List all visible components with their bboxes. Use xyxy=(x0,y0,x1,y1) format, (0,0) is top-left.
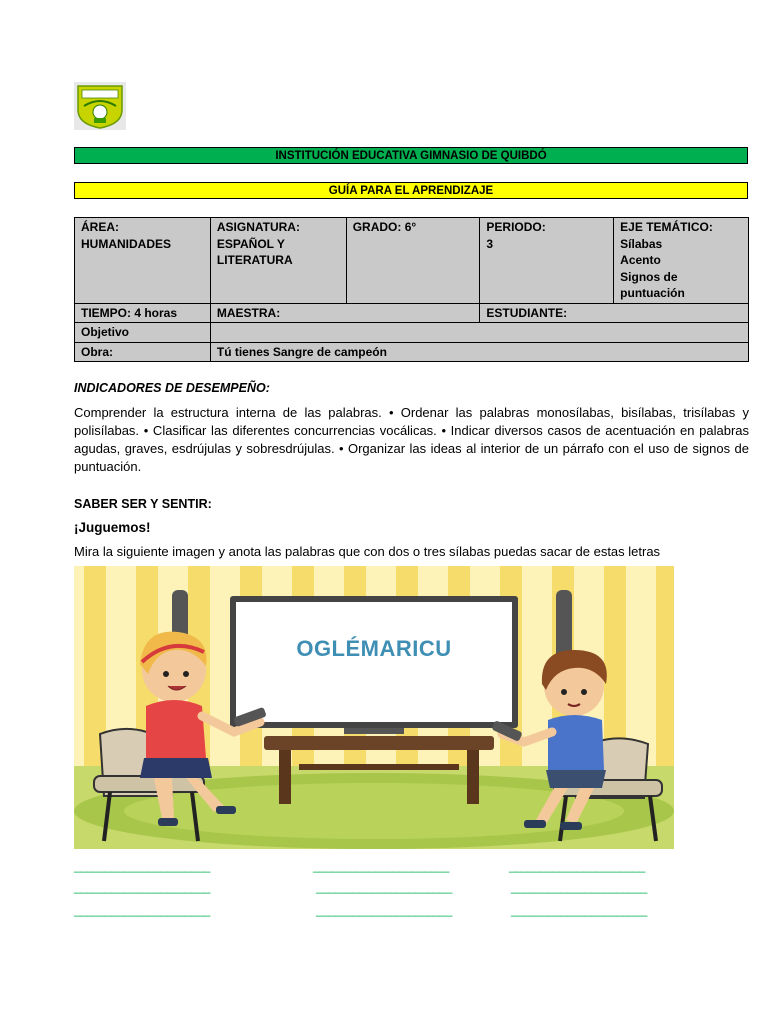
answer-line[interactable]: ______________________ xyxy=(316,903,452,917)
answer-line[interactable]: ______________________ xyxy=(509,859,645,873)
area-cell: ÁREA: HUMANIDADES xyxy=(75,218,211,304)
answer-line[interactable]: ______________________ xyxy=(74,859,210,873)
grado-cell: GRADO: 6° xyxy=(346,218,480,304)
objetivo-label: Objetivo xyxy=(75,323,211,343)
eje-tematico-cell: EJE TEMÁTICO: Sílabas Acento Signos de puntuación xyxy=(614,218,749,304)
obra-label: Obra: xyxy=(75,342,211,362)
tv-letters: OGLÉMARICU xyxy=(296,636,452,661)
tiempo-cell: TIEMPO: 4 horas xyxy=(75,303,211,323)
answer-line[interactable]: ______________________ xyxy=(316,880,452,894)
answer-line[interactable]: ______________________ xyxy=(511,880,647,894)
info-table xyxy=(74,217,749,362)
juguemos-heading: ¡Juguemos! xyxy=(74,520,151,535)
estudiante-cell: ESTUDIANTE: xyxy=(480,303,749,323)
maestra-cell: MAESTRA: xyxy=(210,303,480,323)
indicadores-heading: INDICADORES DE DESEMPEÑO: xyxy=(74,381,270,395)
answer-line[interactable]: ______________________ xyxy=(74,903,210,917)
school-logo xyxy=(74,82,126,130)
institution-title-bar: INSTITUCIÓN EDUCATIVA GIMNASIO DE QUIBDÓ xyxy=(74,147,748,164)
periodo-cell: PERIODO: 3 xyxy=(480,218,614,304)
objetivo-value xyxy=(210,323,748,343)
guide-title-bar: GUÍA PARA EL APRENDIZAJE xyxy=(74,182,748,199)
saber-heading: SABER SER Y SENTIR: xyxy=(74,497,212,511)
indicadores-text: Comprender la estructura interna de las palabras. • Ordenar las palabras monosílabas, bisílabas, trisílabas y polisílabas. • Clasificar las diferentes concurrencias vocálicas. • Indicar diversos casos de acentuación en palabras agudas, graves, esdrújulas y sobresdrújulas. • Organizar las ideas al interior de un párrafo con el uso de signos de puntuación. xyxy=(74,405,749,474)
answer-line[interactable]: ______________________ xyxy=(511,903,647,917)
answer-line[interactable]: ______________________ xyxy=(74,880,210,894)
obra-value: Tú tienes Sangre de campeón xyxy=(210,342,748,362)
instruction-text: Mira la siguiente imagen y anota las palabras que con dos o tres sílabas puedas sacar de estas letras xyxy=(74,544,661,559)
answer-line[interactable]: ______________________ xyxy=(313,859,449,873)
game-illustration xyxy=(74,566,674,849)
asignatura-cell: ASIGNATURA: ESPAÑOL Y LITERATURA xyxy=(210,218,346,304)
